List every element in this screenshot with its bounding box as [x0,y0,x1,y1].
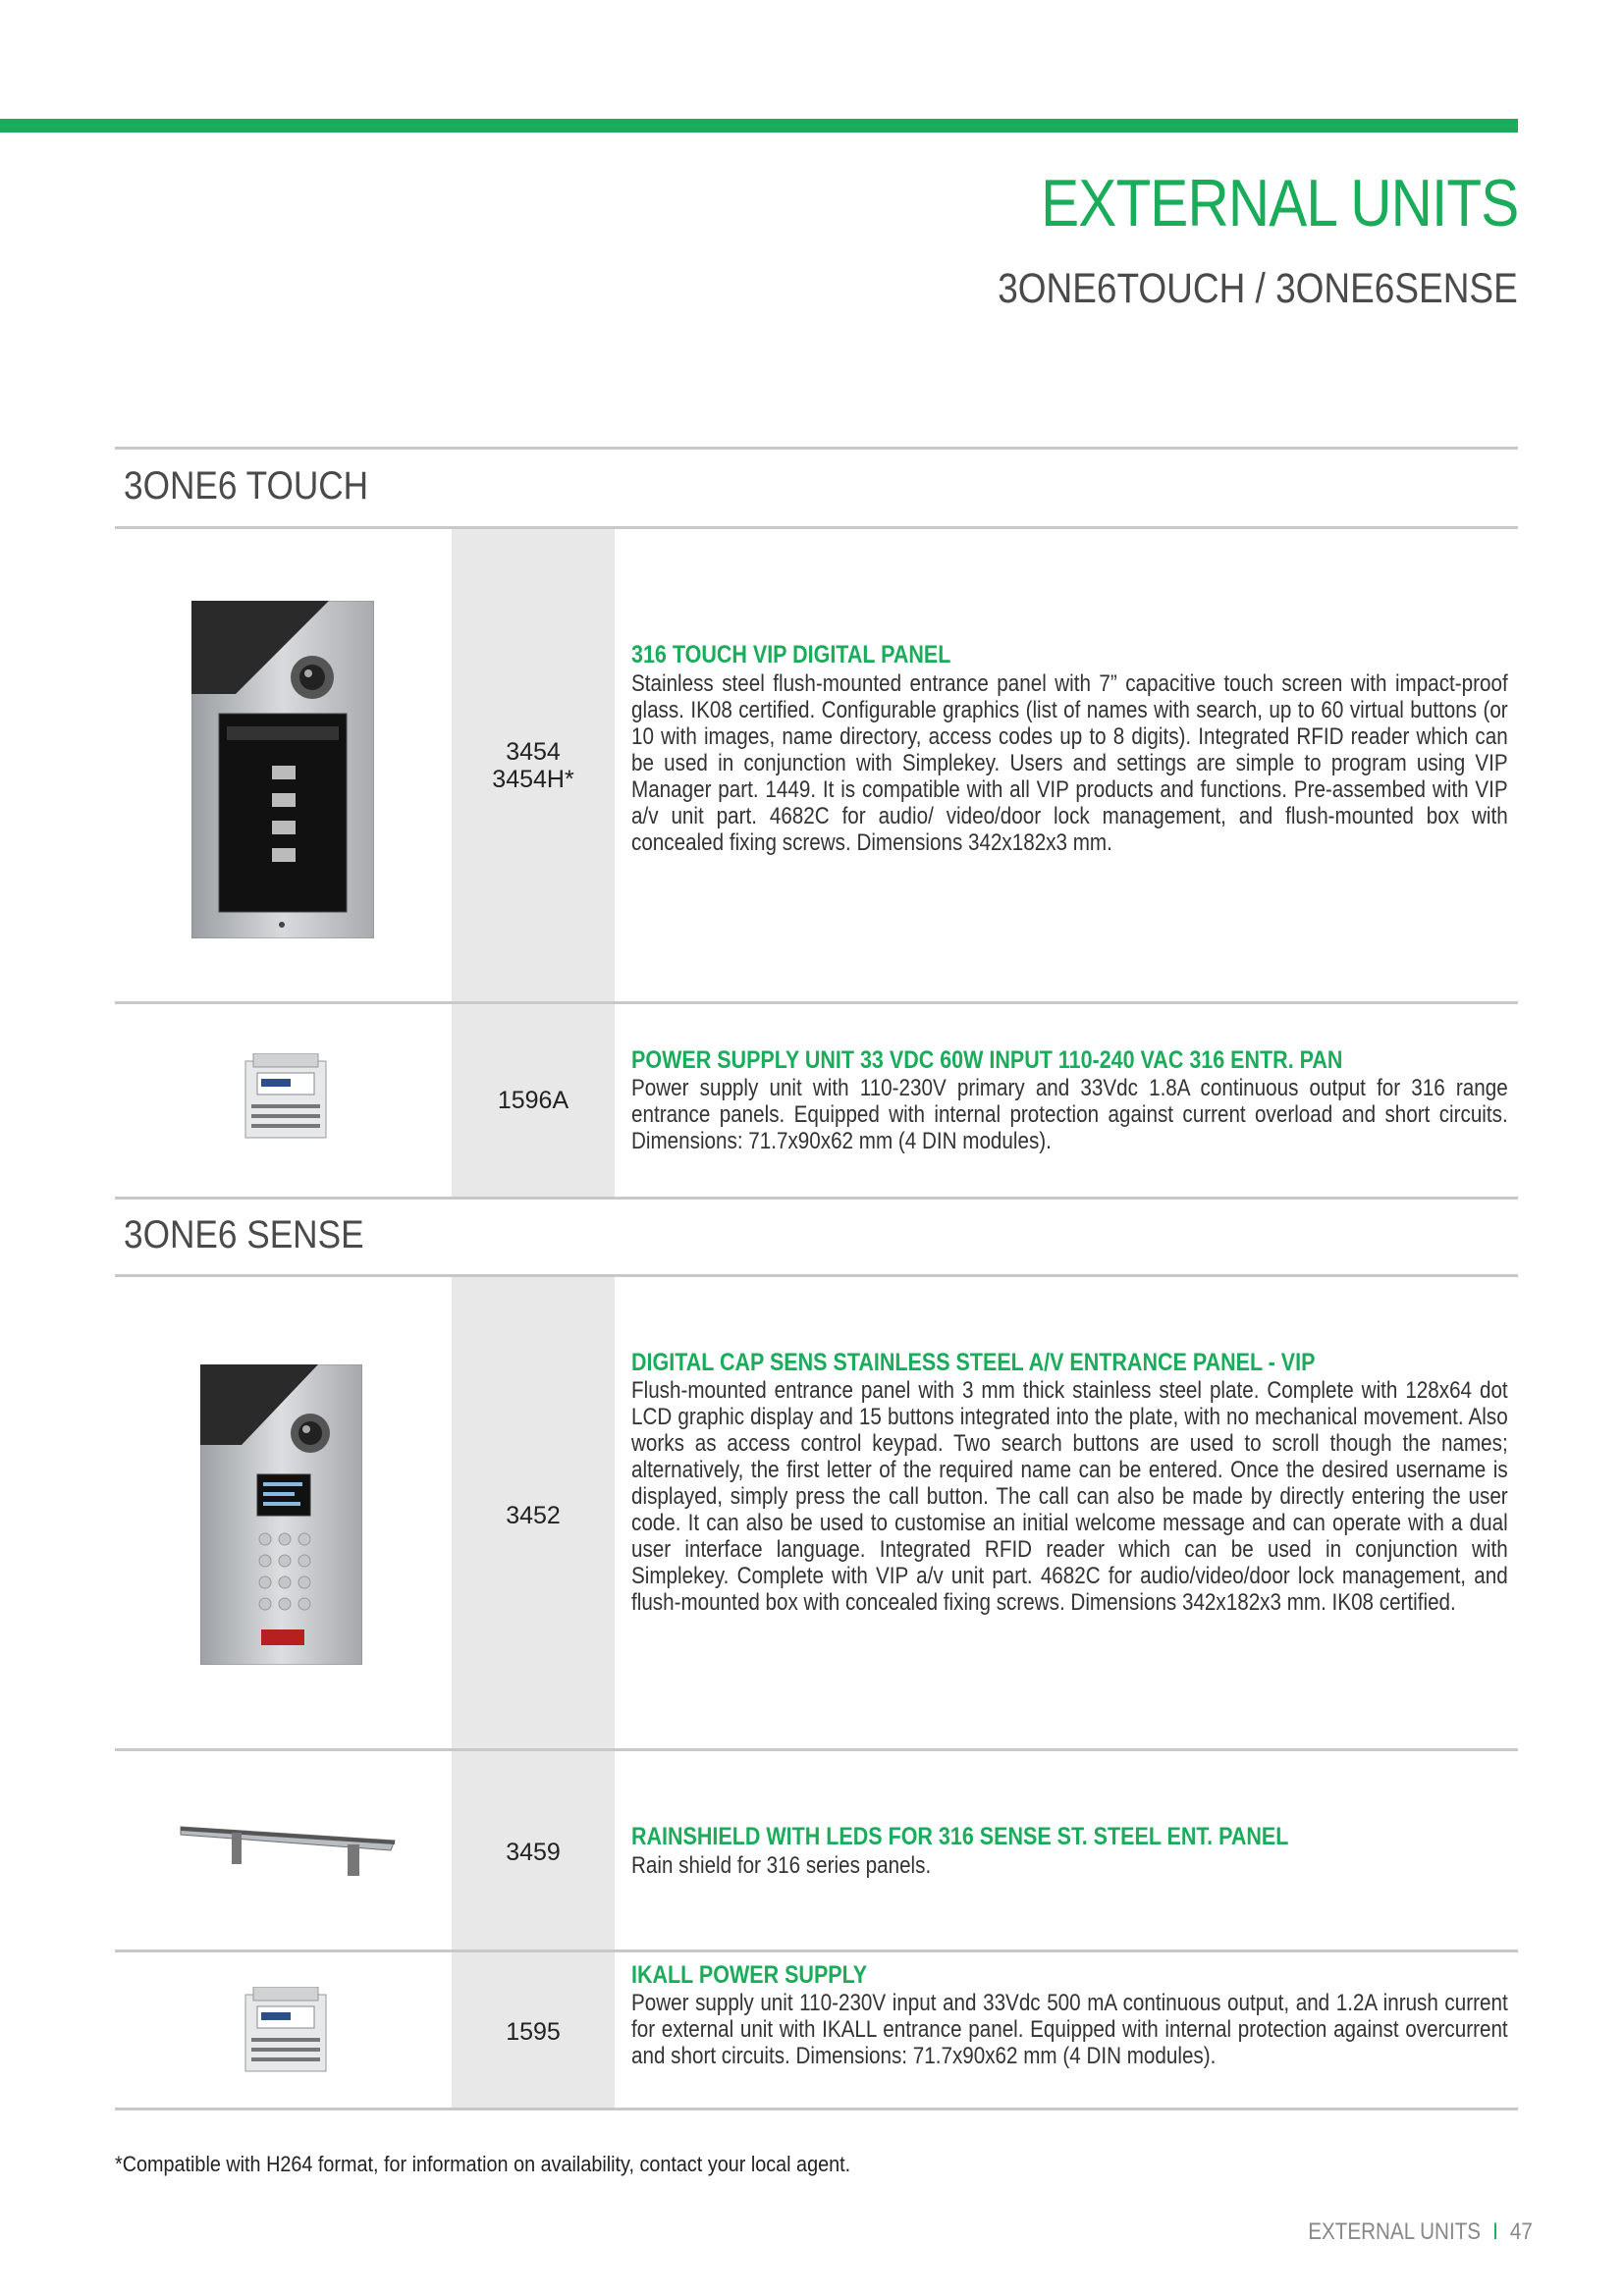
page-footer [1308,2218,1533,2246]
product-code: 3452 [506,1502,561,1529]
page-title: EXTERNAL UNITS [1040,166,1518,240]
footnote: *Compatible with H264 format, for information on availability, contact your local agent. [115,2152,851,2176]
product-code: 3459 [506,1839,561,1866]
product-code: 3454 3454H* [492,738,574,793]
product-code: 1596A [497,1087,569,1114]
page-number: 47 [1510,2218,1533,2245]
product-title: RAINSHIELD WITH LEDS FOR 316 SENSE ST. STEEL ENT. PANEL [631,1823,1289,1850]
product-description: Power supply unit 110-230V input and 33Vdc 500 mA continuous output, and 1.2A inrush current for external unit with IKALL entrance panel. Equipped with internal protection against overcurrent and short circuits. Dimensions: 71.7x90x62 mm (4 DIN modules). [631,1990,1508,2069]
accent-bar [0,119,1518,133]
section-title-sense: 3ONE6 SENSE [124,1213,364,1256]
divider [115,1197,1518,1200]
divider [115,2108,1518,2110]
product-description: Stainless steel flush-mounted entrance panel with 7” capacitive touch screen with impact-proof glass. IK08 certified. Configurable graphics (list of names with search, up to 60 virtual buttons (or 10 with images, name directory, access codes up to 8 digits). Integrated RFID reader which can be used in conjunction with Simplekey. Users and settings are simple to program using VIP Manager part. 1449. It is compatible with all VIP products and functions. Pre-assembed with VIP a/v unit part. 4682C for audio/ video/door lock management, and flush-mounted box with concealed fixing screws. Dimensions 342x182x3 mm. [631,670,1508,856]
product-description: Flush-mounted entrance panel with 3 mm thick stainless steel plate. Complete with 128x64 dot LCD graphic display and 15 buttons integrated into the plate, with no mechanical movement. Also works as access control keypad. Two search buttons are used to scroll though the names; alternatively, the first letter of the required name can be entered. Once the desired username is displayed, simply press the call button. The call can also be made by directly entering the user code. It can also be used to customise an initial welcome message and can operate with a dual user interface language. Integrated RFID reader which can be used in conjunction with Simplekey. Complete with VIP a/v unit part. 4682C for audio/video/door lock management, and flush-mounted box with concealed fixing screws. Dimensions 342x182x3 mm. IK08 certified. [631,1377,1508,1616]
divider [115,1274,1518,1277]
power-supply-image [244,1987,328,2077]
product-title: IKALL POWER SUPPLY [631,1961,868,1989]
page-subtitle: 3ONE6TOUCH / 3ONE6SENSE [998,265,1518,312]
power-supply-image [244,1053,328,1144]
rainshield-image [179,1821,397,1880]
touch-panel-image [191,601,374,938]
divider [115,526,1518,529]
divider [115,1748,1518,1751]
product-title: POWER SUPPLY UNIT 33 VDC 60W INPUT 110-240 VAC 316 ENTR. PAN [631,1046,1343,1074]
product-title: 316 TOUCH VIP DIGITAL PANEL [631,641,951,668]
divider [115,1949,1518,1952]
product-description: Rain shield for 316 series panels. [631,1852,932,1879]
sense-panel-image [200,1364,362,1665]
product-title: DIGITAL CAP SENS STAINLESS STEEL A/V ENTRANCE PANEL - VIP [631,1349,1316,1376]
product-code: 1595 [506,2018,561,2046]
divider [115,1001,1518,1004]
footer-label: EXTERNAL UNITS [1308,2218,1482,2245]
code-column-sense [452,1276,615,2109]
product-description: Power supply unit with 110-230V primary and 33Vdc 1.8A continuous output for 316 range entrance panels. Equipped with internal protection against current overload and short circuits. Dimensions: 71.7x90x62 mm (4 DIN modules). [631,1075,1508,1154]
divider [115,447,1518,450]
section-title-touch: 3ONE6 TOUCH [124,464,369,507]
footer-separator: I [1492,2218,1498,2245]
